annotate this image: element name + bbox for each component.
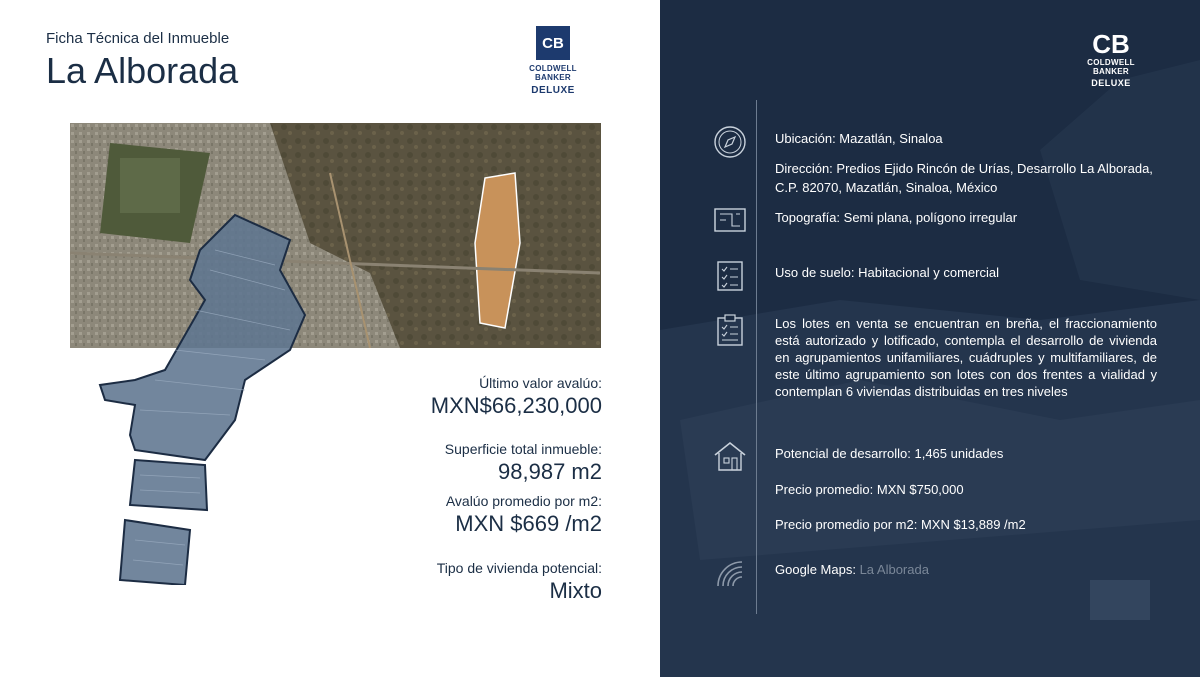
compass-icon xyxy=(712,124,748,160)
brand-logo-icon: CB xyxy=(536,26,570,60)
detail-uso-suelo: Uso de suelo: Habitacional y comercial xyxy=(775,265,999,280)
detail-google-maps xyxy=(775,560,1157,579)
google-maps-label: Google Maps: xyxy=(775,562,856,577)
brand-deluxe: DELUXE xyxy=(531,85,575,96)
right-panel xyxy=(660,0,1200,677)
signal-icon xyxy=(712,556,748,592)
page-subtitle: Ficha Técnica del Inmueble xyxy=(46,30,230,47)
detail-precio-promedio: Precio promedio: MXN $750,000 xyxy=(775,482,964,497)
brand-name: COLDWELL BANKER xyxy=(529,64,577,82)
page-title: La Alborada xyxy=(46,50,239,91)
brand-logo-right: CB COLDWELL BANKER DELUXE xyxy=(1087,29,1135,88)
detail-descripcion: Los lotes en venta se encuentran en breña, el fraccionamiento está autorizado y lotificado, contempla el desarrollo de vivienda en agrupamientos unifamiliares, cuádruples y multifamiliares, de este último agrupamiento son lotes con dos frentes a vialidad y contemplan 6 viviendas distribuidas en tres niveles xyxy=(775,316,1157,399)
detail-topografia: Topografía: Semi plana, polígono irregular xyxy=(775,210,1018,225)
detail-ubicacion: Ubicación: Mazatlán, Sinaloa xyxy=(775,131,943,146)
detail-potencial: Potencial de desarrollo: 1,465 unidades xyxy=(775,446,1004,461)
clipboard-icon xyxy=(712,312,748,348)
house-icon xyxy=(712,438,748,474)
stat-tipo: Tipo de vivienda potencial: Mixto xyxy=(436,560,602,603)
stat-valor: Último valor avalúo: MXN$66,230,000 xyxy=(430,375,602,418)
blueprint-icon xyxy=(712,202,748,238)
stat-avaluo-m2: Avalúo promedio por m2: MXN $669 /m2 xyxy=(445,493,602,536)
development-overlay xyxy=(95,210,310,585)
divider-line xyxy=(756,100,757,614)
detail-precio-m2: Precio promedio por m2: MXN $13,889 /m2 xyxy=(775,517,1026,532)
checklist-icon xyxy=(712,258,748,294)
stat-superficie: Superficie total inmueble: 98,987 m2 xyxy=(444,441,602,484)
google-maps-link[interactable]: La Alborada xyxy=(859,562,929,577)
detail-direccion: Dirección: Predios Ejido Rincón de Urías, Desarrollo La Alborada, C.P. 82070, Mazatlán, Sinaloa, México xyxy=(775,161,1153,195)
brand-logo xyxy=(520,26,586,96)
